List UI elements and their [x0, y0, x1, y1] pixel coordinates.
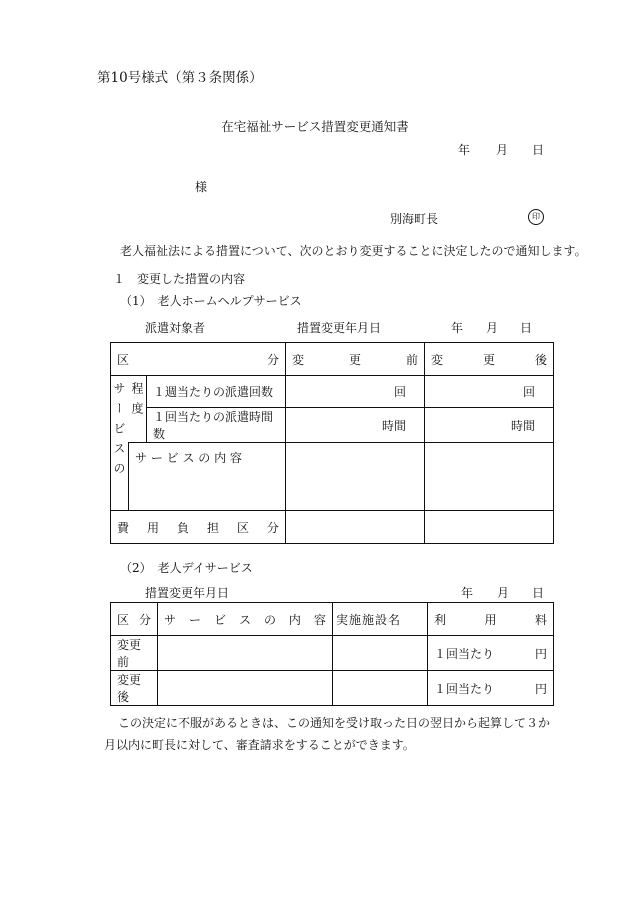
- cost-category-label: 費 用 負 担 区 分: [111, 511, 286, 544]
- home-help-table: [110, 342, 554, 544]
- after-value-cell: 時間: [425, 408, 554, 443]
- addressee-suffix: 様: [195, 180, 208, 194]
- day-label: 日: [532, 586, 545, 600]
- year-label: 年: [461, 586, 474, 600]
- intro-text: 老人福祉法による措置について、次のとおり変更することに決定したので通知します。: [120, 244, 587, 258]
- content-cell: [158, 636, 333, 671]
- before-value-cell: 回: [286, 376, 425, 408]
- issuer: 別海町長: [390, 212, 439, 226]
- closing-text: この決定に不服があるときは、この通知を受け取った日の翌日から起算して３か月以内に町長に対して、審査請求をすることができます。: [104, 716, 551, 752]
- before-value-cell: [286, 511, 425, 544]
- subsection-2-heading: （2） 老人デイサービス: [120, 561, 253, 575]
- sub2-info-row: [0, 584, 630, 600]
- header-facility: 実施施設名: [333, 603, 428, 636]
- facility-cell: [333, 671, 428, 706]
- fee-cell: １回当たり 円: [428, 671, 554, 706]
- month-label: 月: [486, 321, 499, 335]
- group-label-service: サービスの: [111, 376, 129, 511]
- before-value-cell: 時間: [286, 408, 425, 443]
- row-label-before: 変更前: [111, 636, 158, 671]
- change-date-label: 措置変更年月日: [297, 321, 382, 335]
- day-label: 日: [532, 143, 545, 157]
- header-after: 変 更 後: [425, 343, 554, 376]
- facility-cell: [333, 636, 428, 671]
- form-number: 第10号様式（第３条関係）: [97, 70, 263, 86]
- month-label: 月: [497, 586, 510, 600]
- day-label: 日: [520, 321, 533, 335]
- change-date-label: 措置変更年月日: [145, 586, 230, 600]
- group-label-degree: 程度: [129, 376, 147, 443]
- row-label: １週当たりの派遣回数: [147, 376, 286, 408]
- row-label: サ ー ビ ス の 内 容: [129, 443, 286, 511]
- header-category: 区 分: [111, 343, 286, 376]
- year-label: 年: [451, 321, 464, 335]
- content-cell: [158, 671, 333, 706]
- subsection-1-heading: （1） 老人ホームヘルプサービス: [120, 294, 302, 308]
- section-1-heading: １ 変更した措置の内容: [113, 272, 246, 286]
- month-label: 月: [496, 143, 509, 157]
- fee-cell: １回当たり 円: [428, 636, 554, 671]
- header-content: サ ー ビ ス の 内 容: [158, 603, 333, 636]
- row-label-after: 変更後: [111, 671, 158, 706]
- document-title: 在宅福祉サービス措置変更通知書: [221, 119, 409, 134]
- seal-mark: 印: [528, 209, 544, 225]
- after-value-cell: 回: [425, 376, 554, 408]
- dispatch-target-label: 派遣対象者: [145, 321, 206, 335]
- day-service-table: [110, 602, 554, 706]
- sub1-info-row: [0, 319, 630, 335]
- year-label: 年: [458, 143, 471, 157]
- after-value-cell: [425, 443, 554, 511]
- before-value-cell: [286, 443, 425, 511]
- row-label: １回当たりの派遣時間数: [147, 408, 286, 443]
- header-category: 区 分: [111, 603, 158, 636]
- header-before: 変 更 前: [286, 343, 425, 376]
- header-fee: 利 用 料: [428, 603, 554, 636]
- after-value-cell: [425, 511, 554, 544]
